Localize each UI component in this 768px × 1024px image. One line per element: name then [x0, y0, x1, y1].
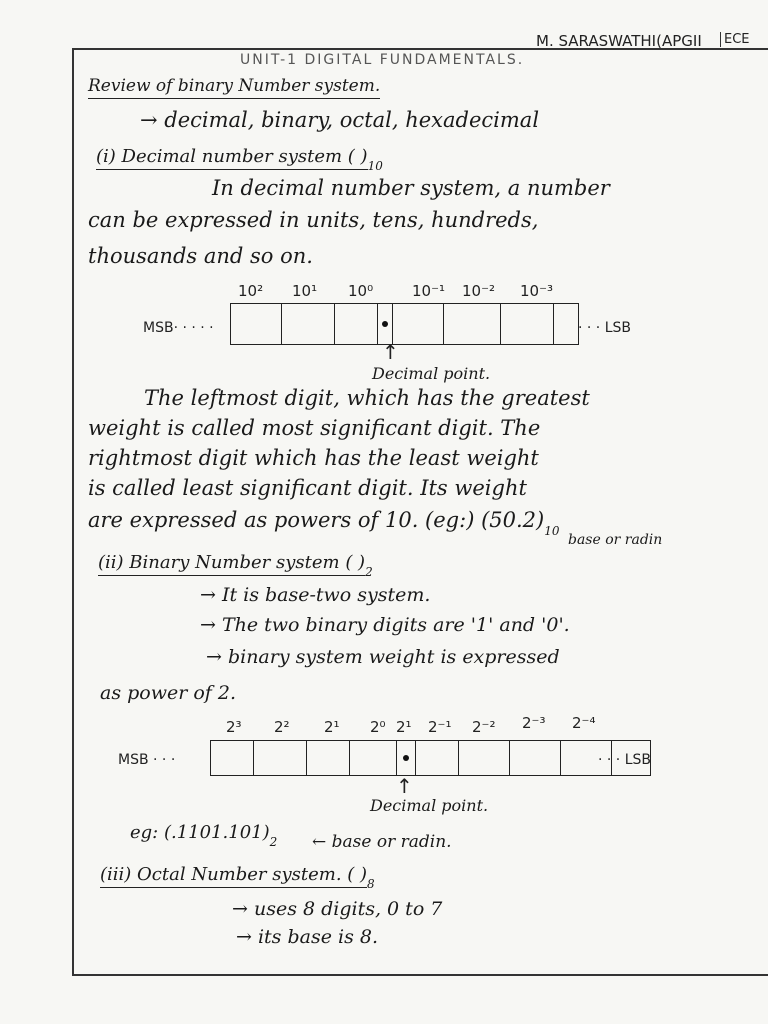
octal-base-subscript: 8 [367, 877, 375, 891]
decimal-para-line-1: In decimal number system, a number [212, 176, 610, 200]
octal-heading [100, 864, 375, 891]
binary-digit-boxes [210, 740, 651, 776]
binary-power-label: 2⁰ [370, 718, 386, 736]
decimal-example-subscript: 10 [544, 524, 560, 538]
binary-heading-text: (ii) Binary Number system ( ) [98, 552, 365, 576]
page-title: UNIT-1 DIGITAL FUNDAMENTALS. [240, 52, 525, 68]
decimal-para-line-2: can be expressed in units, tens, hundreds, [88, 208, 539, 232]
binary-power-label: 2² [274, 718, 290, 736]
digit-cell [307, 741, 350, 775]
decimal-point-cell [378, 304, 393, 344]
binary-point-3-line-1: → binary system weight is expressed [206, 646, 560, 668]
digit-cell [416, 741, 459, 775]
lsb-label: · · · LSB [598, 752, 651, 768]
digit-cell [501, 304, 554, 344]
author-name: M. SARASWATHI(APGII [536, 32, 702, 50]
decimal-power-label: 10¹ [292, 282, 318, 300]
review-heading: Review of binary Number system. [88, 76, 380, 99]
binary-example [130, 822, 278, 849]
binary-power-label: 2¹ [396, 718, 412, 736]
digit-cell [350, 741, 397, 775]
decimal-point-label: Decimal point. [372, 364, 491, 383]
binary-power-label: 2⁻² [472, 718, 496, 736]
binary-power-label: 2⁻³ [522, 714, 546, 732]
decimal-point-cell [397, 741, 416, 775]
digit-cell [459, 741, 510, 775]
msb-label: MSB· · · · · [143, 320, 214, 336]
decimal-para2-line-4: is called least significant digit. Its weight [88, 476, 527, 500]
binary-point-1: → It is base-two system. [200, 584, 431, 606]
decimal-power-label: 10⁻³ [520, 282, 554, 300]
decimal-power-label: 10⁻² [462, 282, 496, 300]
decimal-para-line-3: thousands and so on. [88, 244, 313, 268]
decimal-power-label: 10⁻¹ [412, 282, 446, 300]
decimal-point-dot [403, 755, 409, 761]
decimal-heading [96, 146, 383, 173]
binary-power-label: 2³ [226, 718, 242, 736]
decimal-power-label: 10⁰ [348, 282, 374, 300]
decimal-point-label: Decimal point. [370, 796, 489, 815]
binary-point-2: → The two binary digits are '1' and '0'. [200, 614, 570, 636]
decimal-power-label: 10² [238, 282, 264, 300]
digit-cell [231, 304, 282, 344]
decimal-para2-line-2: weight is called most significant digit. The [88, 416, 541, 440]
binary-power-label: 2¹ [324, 718, 340, 736]
decimal-base-subscript: 10 [367, 159, 383, 173]
octal-point-1: → uses 8 digits, 0 to 7 [232, 898, 443, 920]
binary-example-subscript: 2 [269, 835, 278, 849]
decimal-para2-line-5 [88, 508, 560, 538]
octal-point-2: → its base is 8. [236, 926, 378, 948]
decimal-para2-line-3: rightmost digit which has the least weight [88, 446, 539, 470]
digit-cell [444, 304, 501, 344]
binary-base-note: ← base or radin. [312, 832, 452, 852]
binary-power-label: 2⁻⁴ [572, 714, 596, 732]
department: ECE [720, 32, 750, 47]
digit-cell [393, 304, 444, 344]
digit-cell [211, 741, 254, 775]
lsb-label: · · · LSB [578, 320, 631, 336]
octal-heading-text: (iii) Octal Number system. ( ) [100, 864, 367, 888]
digit-cell [254, 741, 307, 775]
digit-cell [510, 741, 561, 775]
decimal-heading-text: (i) Decimal number system ( ) [96, 146, 368, 170]
binary-example-text: eg: (.1101.101) [130, 822, 270, 843]
digit-cell [554, 304, 578, 344]
binary-power-label: 2⁻¹ [428, 718, 452, 736]
decimal-example-text: are expressed as powers of 10. (eg:) (50.2) [88, 508, 545, 532]
decimal-point-dot [382, 321, 388, 327]
decimal-digit-boxes [230, 303, 579, 345]
number-system-list: → decimal, binary, octal, hexadecimal [140, 108, 540, 132]
binary-base-subscript: 2 [365, 565, 373, 579]
up-arrow-icon: ↑ [382, 340, 399, 364]
base-or-radix-note: base or radin [568, 532, 663, 548]
digit-cell [335, 304, 378, 344]
digit-cell [282, 304, 335, 344]
msb-label: MSB · · · [118, 752, 176, 768]
binary-point-3-line-2: as power of 2. [100, 682, 236, 704]
decimal-para2-line-1: The leftmost digit, which has the greatest [144, 386, 590, 410]
binary-heading [98, 552, 373, 579]
up-arrow-icon: ↑ [396, 774, 413, 798]
